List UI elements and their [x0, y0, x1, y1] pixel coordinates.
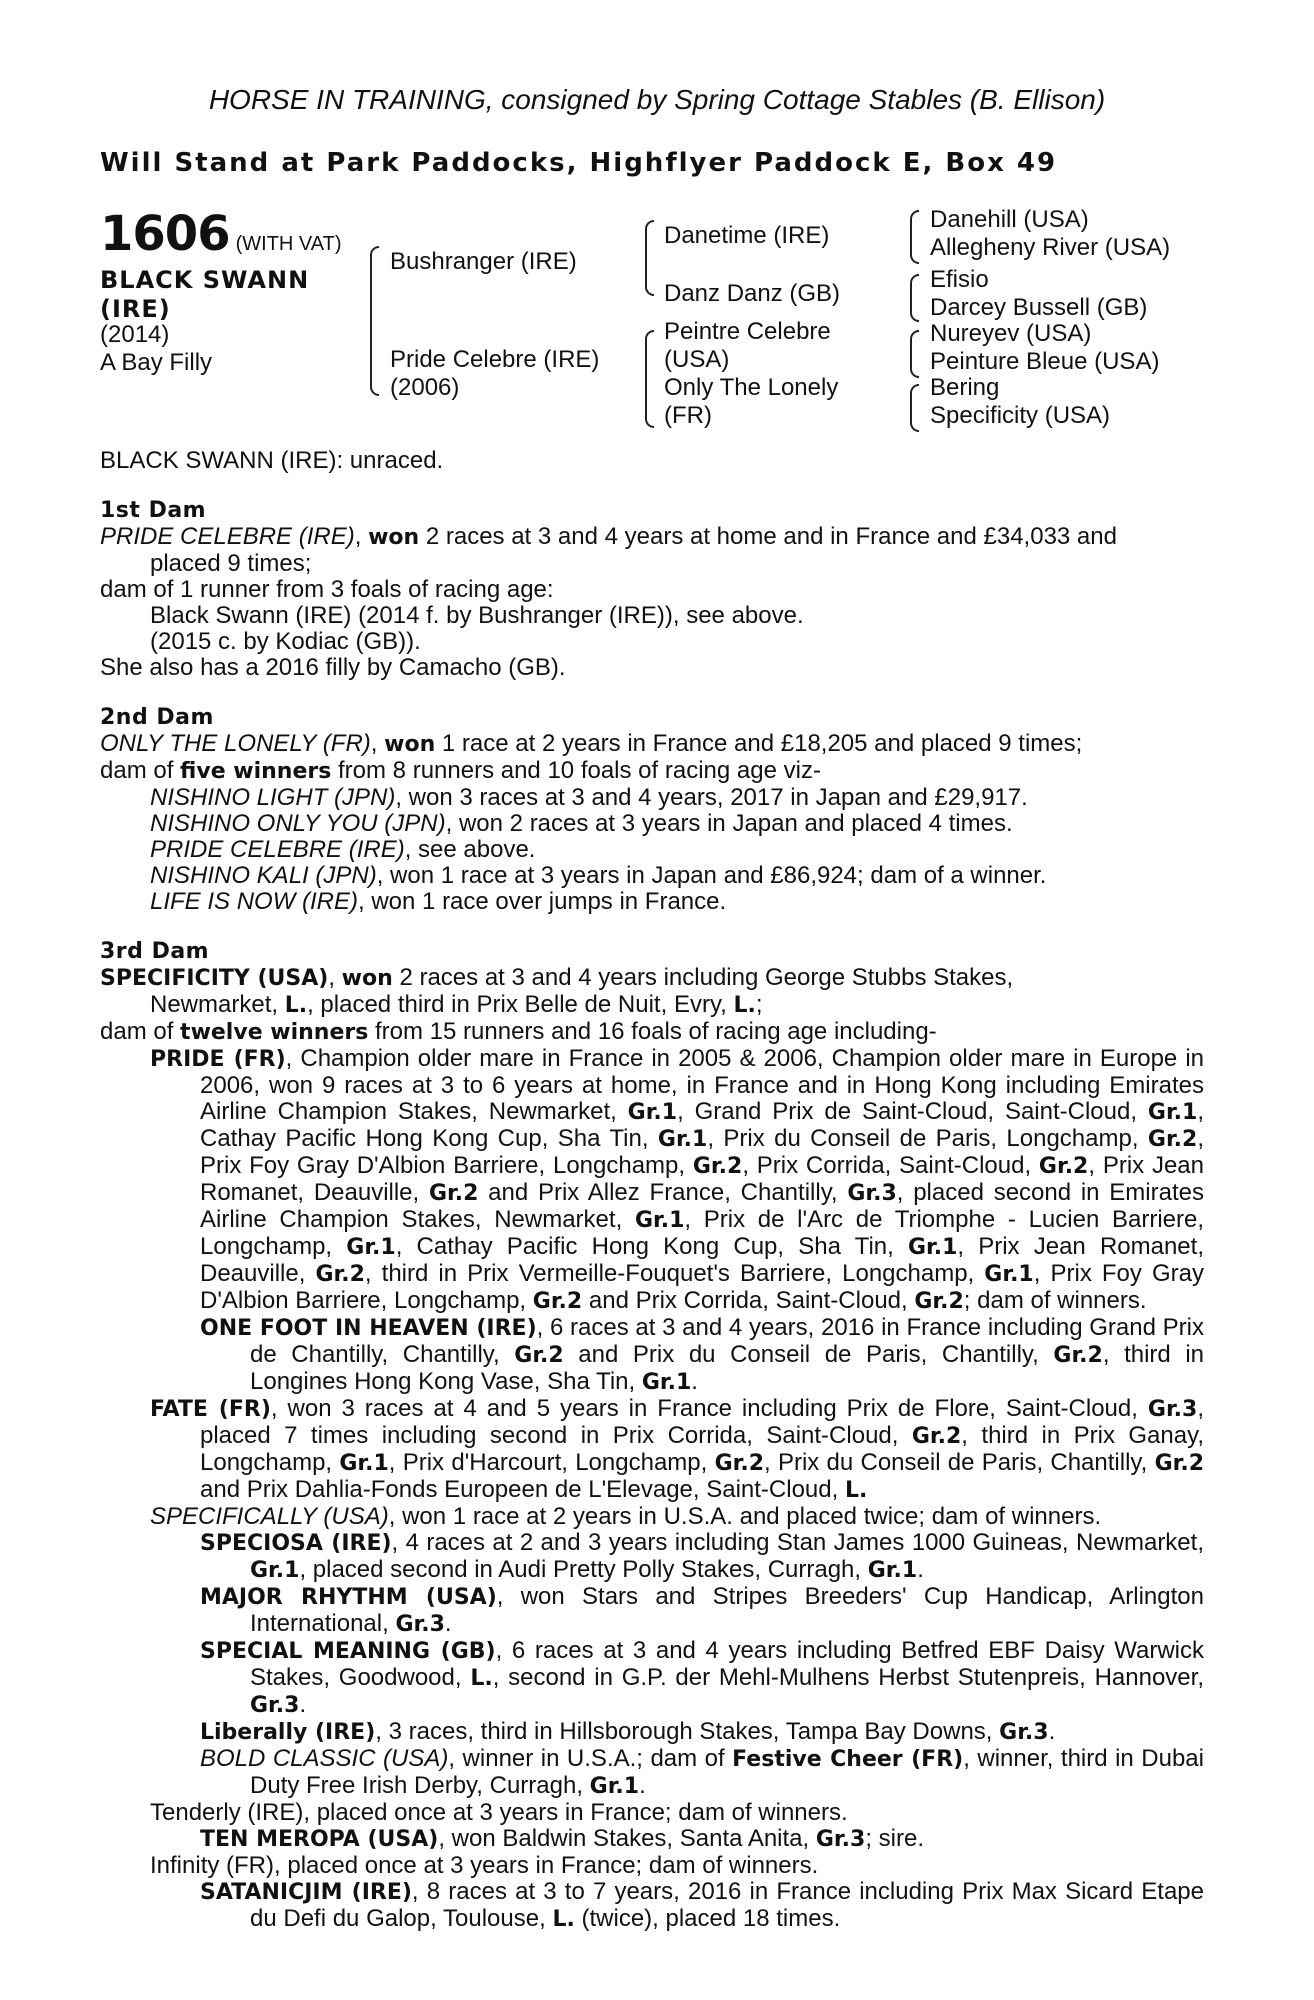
- progeny-name: LIFE IS NOW (IRE): [150, 888, 359, 915]
- progeny-name: ONE FOOT IN HEAVEN (IRE): [200, 1316, 537, 1341]
- progeny-item: Black Swann (IRE) (2014 f. by Bushranger (IRE)), see above.: [150, 602, 804, 629]
- progeny-name: BOLD CLASSIC (USA): [200, 1745, 449, 1772]
- progeny-item: [100, 785, 1204, 811]
- progeny-item: (2015 c. by Kodiac (GB)).: [150, 628, 421, 655]
- progeny-item: Infinity (FR), placed once at 3 years in France; dam of winners.: [150, 1852, 819, 1879]
- dam-text: [100, 1019, 1204, 1046]
- progeny-item: ONE FOOT IN HEAVEN (IRE), 6 races at 3 and 4 years, 2016 in France including Grand Prix de Chantilly, Chantilly, Gr.2 and Prix du Conseil de Paris, Chantilly, Gr.2, third in Longines Hong Kong Vase, Sha Tin, Gr.1.: [200, 1314, 1205, 1395]
- vat-note: (WITH VAT): [235, 233, 342, 255]
- dam-text: from 15 runners and 16 foals of racing age including-: [368, 1018, 937, 1045]
- progeny-name: NISHINO KALI (JPN): [150, 862, 377, 889]
- listed-label: L.: [470, 1666, 493, 1691]
- dam-summary: PRIDE CELEBRE (IRE), won 2 races at 3 and 4 years at home and in France and £34,033 and: [100, 523, 1117, 550]
- progeny-text: , see above.: [404, 836, 536, 863]
- progeny-name: SPECIOSA (IRE): [200, 1531, 392, 1556]
- winners-count: twelve winners: [180, 1020, 369, 1045]
- dam-name: ONLY THE LONELY (FR): [100, 730, 371, 757]
- progeny-name: MAJOR RHYTHM (USA): [200, 1585, 497, 1610]
- group-label: Gr.2: [914, 1289, 964, 1314]
- foaling-year: (2014): [100, 321, 170, 348]
- dam-text: [100, 992, 1204, 1019]
- pedigree-brace: [910, 274, 919, 322]
- progeny-item: PRIDE (FR), Champion older mare in France in 2005 & 2006, Champion older mare in Europe in 2006, won 9 races at 3 to 6 years at home, in France and in Hong Kong including Emirates Airline Champion Stakes, Newmarket, Gr.1, Grand Prix de Saint-Cloud, Saint-Cloud, Gr.1, Cathay Pacific Hong Kong Cup, Sha Tin, Gr.1, Prix du Conseil de Paris, Longchamp, Gr.2, Prix Foy Gray D'Albion Barriere, Longchamp, Gr.2, Prix Corrida, Saint-Cloud, Gr.2, Prix Jean Romanet, Deauville, Gr.2 and Prix Allez France, Chantilly, Gr.3, placed second in Emirates Airline Champion Stakes, Newmarket, Gr.1, Prix de l'Arc de Triomphe - Lucien Barriere, Longchamp, Gr.1, Cathay Pacific Hong Kong Cup, Sha Tin, Gr.1, Prix Jean Romanet, Deauville, Gr.2, third in Prix Vermeille-Fouquet's Barriere, Longchamp, Gr.1, Prix Foy Gray D'Albion Barriere, Longchamp, Gr.2 and Prix Corrida, Saint-Cloud, Gr.2; dam of winners.: [150, 1045, 1205, 1314]
- dam-summary: [100, 965, 1204, 992]
- progeny-text: , won 3 races at 3 and 4 years, 2017 in Japan and £29,917.: [395, 784, 1028, 811]
- dam-text: from 8 runners and 10 foals of racing age viz-: [331, 757, 821, 784]
- lot-number: 1606: [100, 206, 230, 262]
- group-label: Gr.3: [395, 1612, 445, 1637]
- pedigree-sire: Bushranger (IRE): [390, 248, 577, 275]
- won-label: won: [384, 732, 436, 757]
- pedigree-dam: Pride Celebre (IRE): [390, 346, 600, 373]
- pedigree-brace: [910, 330, 919, 378]
- progeny-item: [100, 889, 1204, 915]
- group-label: Gr.2: [1147, 1127, 1198, 1152]
- progeny-item: Liberally (IRE), 3 races, third in Hillsborough Stakes, Tampa Bay Downs, Gr.3.: [200, 1718, 1056, 1745]
- pedigree-dam-year: (2006): [390, 374, 460, 401]
- progeny-item: SPECIOSA (IRE), 4 races at 2 and 3 years including Stan James 1000 Guineas, Newmarket, Gr.1, placed second in Audi Pretty Polly Stakes, Curragh, Gr.1.: [200, 1529, 1204, 1583]
- dam-name: PRIDE CELEBRE (IRE): [100, 523, 355, 550]
- progeny-name: PRIDE CELEBRE (IRE): [150, 836, 405, 863]
- group-label: Gr.1: [641, 1370, 692, 1395]
- won-label: won: [341, 966, 393, 991]
- dam-text: dam of: [100, 1018, 181, 1045]
- progeny-item: FATE (FR), won 3 races at 4 and 5 years in France including Prix de Flore, Saint-Cloud, Gr.3, placed 7 times including second in Prix Corrida, Saint-Cloud, Gr.2, third in Prix Ganay, Longchamp, Gr.1, Prix d'Harcourt, Longchamp, Gr.2, Prix du Conseil de Paris, Chantilly, Gr.2 and Prix Dahlia-Fonds Europeen de L'Elevage, Saint-Cloud, L.: [150, 1395, 1204, 1503]
- pedigree-g3: Nureyev (USA): [930, 320, 1092, 347]
- pedigree-dam-sire-suffix: (USA): [664, 346, 730, 373]
- progeny-text: , won 1 race over jumps in France.: [358, 888, 727, 915]
- pedigree-brace: [645, 330, 654, 428]
- listed-label: L.: [733, 993, 756, 1018]
- pedigree-g3: Peinture Bleue (USA): [930, 348, 1160, 375]
- progeny-item: TEN MEROPA (USA), won Baldwin Stakes, Santa Anita, Gr.3; sire.: [200, 1825, 924, 1852]
- progeny-name: Festive Cheer (FR): [732, 1747, 964, 1772]
- lot-details: [100, 448, 1204, 1933]
- group-label: Gr.1: [250, 1558, 300, 1583]
- horse-name-line: BLACK SWANN: [100, 266, 310, 294]
- dam-text: 2 races at 3 and 4 years including George Stubbs Stakes,: [392, 964, 1014, 991]
- group-label: Gr.2: [692, 1154, 743, 1179]
- group-label: Gr.1: [657, 1127, 708, 1152]
- dam-text: ;: [755, 991, 763, 1018]
- dam-text: ,: [328, 964, 342, 991]
- group-label: Gr.2: [1053, 1343, 1103, 1368]
- pedigree-g3: Specificity (USA): [930, 402, 1111, 429]
- section-heading: 2nd Dam: [100, 705, 214, 730]
- lot-header: [100, 206, 342, 262]
- group-label: Gr.2: [1154, 1451, 1204, 1476]
- pedigree-g3: Danehill (USA): [930, 206, 1089, 233]
- second-dam-section: [100, 705, 1204, 915]
- third-dam-section: [100, 939, 1204, 1933]
- group-label: Gr.1: [907, 1235, 958, 1260]
- stand-location: Will Stand at Park Paddocks, Highflyer Paddock E, Box 49: [100, 148, 1058, 178]
- pedigree-dam-dam-suffix: (FR): [664, 402, 712, 429]
- section-heading: 1st Dam: [100, 498, 207, 523]
- progeny-name: Liberally (IRE): [200, 1720, 376, 1745]
- progeny-item: [100, 811, 1204, 837]
- dam-text: [100, 758, 1204, 785]
- progeny-text: , won 1 race at 3 years in Japan and £86,924; dam of a winner.: [376, 862, 1047, 889]
- pedigree-brace: [910, 210, 919, 264]
- progeny-item: BOLD CLASSIC (USA), winner in U.S.A.; dam of Festive Cheer (FR), winner, third in Dubai Duty Free Irish Derby, Curragh, Gr.1.: [200, 1745, 1204, 1799]
- pedigree-g3: Darcey Bussell (GB): [930, 294, 1148, 321]
- group-label: Gr.2: [714, 1451, 765, 1476]
- group-label: Gr.1: [984, 1262, 1034, 1287]
- progeny-name: NISHINO LIGHT (JPN): [150, 784, 396, 811]
- pedigree-dam-sire: Peintre Celebre: [664, 318, 831, 345]
- dam-text: dam of 1 runner from 3 foals of racing age:: [100, 576, 554, 603]
- dam-name: SPECIFICITY (USA): [100, 966, 329, 991]
- progeny-item: [100, 837, 1204, 863]
- group-label: Gr.1: [589, 1774, 640, 1799]
- horse-name-suffix: (IRE): [100, 295, 171, 323]
- group-label: Gr.3: [815, 1827, 866, 1852]
- dam-text: , placed third in Prix Belle de Nuit, Evry,: [307, 991, 734, 1018]
- group-label: Gr.3: [1147, 1397, 1198, 1422]
- group-label: Gr.3: [250, 1693, 300, 1718]
- progeny-name: PRIDE (FR): [150, 1047, 286, 1072]
- group-label: Gr.3: [847, 1181, 897, 1206]
- pedigree-g3: Efisio: [930, 266, 989, 293]
- pedigree-brace: [910, 384, 919, 432]
- dam-text: placed 9 times;: [150, 550, 312, 577]
- group-label: Gr.1: [339, 1451, 389, 1476]
- pedigree-g3: Allegheny River (USA): [930, 234, 1171, 261]
- progeny-item: SATANICJIM (IRE), 8 races at 3 to 7 years, 2016 in France including Prix Max Sicard Etape du Defi du Galop, Toulouse, L. (twice), placed 18 times.: [200, 1878, 1204, 1932]
- group-label: Gr.1: [867, 1558, 918, 1583]
- group-label: Gr.1: [627, 1100, 678, 1125]
- listed-label: L.: [844, 1478, 868, 1503]
- horse-description: A Bay Filly: [100, 349, 213, 376]
- group-label: Gr.2: [428, 1181, 479, 1206]
- group-label: Gr.2: [911, 1424, 962, 1449]
- group-label: Gr.3: [999, 1720, 1049, 1745]
- group-label: Gr.2: [315, 1262, 365, 1287]
- group-label: Gr.2: [532, 1289, 583, 1314]
- consignor-line: HORSE IN TRAINING, consigned by Spring Cottage Stables (B. Ellison): [208, 84, 1106, 115]
- progeny-name: TEN MEROPA (USA): [200, 1827, 439, 1852]
- progeny-item: Tenderly (IRE), placed once at 3 years in France; dam of winners.: [150, 1799, 848, 1826]
- progeny-name: SPECIAL MEANING (GB): [200, 1639, 496, 1664]
- section-heading: 3rd Dam: [100, 939, 210, 964]
- progeny-item: MAJOR RHYTHM (USA), won Stars and Stripes Breeders' Cup Handicap, Arlington International, Gr.3.: [200, 1583, 1204, 1637]
- progeny-item: SPECIFICALLY (USA), won 1 race at 2 years in U.S.A. and placed twice; dam of winners.: [150, 1503, 1102, 1530]
- horse-info: [100, 321, 212, 377]
- winners-count: five winners: [180, 759, 332, 784]
- pedigree-brace: [645, 220, 654, 296]
- progeny-item: [100, 863, 1204, 889]
- dam-text: 1 race at 2 years in France and £18,205 and placed 9 times;: [435, 730, 1083, 757]
- group-label: Gr.1: [1147, 1100, 1198, 1125]
- dam-text: She also has a 2016 filly by Camacho (GB).: [100, 654, 566, 681]
- progeny-name: NISHINO ONLY YOU (JPN): [150, 810, 446, 837]
- dam-text: dam of: [100, 757, 181, 784]
- pedigree-dam-dam: Only The Lonely: [664, 374, 839, 401]
- group-label: Gr.1: [346, 1235, 396, 1260]
- pedigree-sire-sire: Danetime (IRE): [664, 222, 830, 249]
- group-label: Gr.2: [514, 1343, 564, 1368]
- progeny-text: , won 2 races at 3 years in Japan and placed 4 times.: [445, 810, 1013, 837]
- horse-name: [100, 266, 340, 324]
- group-label: Gr.1: [634, 1208, 685, 1233]
- progeny-name: SPECIFICALLY (USA): [150, 1503, 389, 1530]
- dam-summary: ONLY THE LONELY (FR), won 1 race at 2 years in France and £18,205 and placed 9 times;: [100, 730, 1083, 757]
- listed-label: L.: [552, 1907, 575, 1932]
- listed-label: L.: [284, 993, 308, 1018]
- racing-record: BLACK SWANN (IRE): unraced.: [100, 447, 444, 474]
- progeny-item: SPECIAL MEANING (GB), 6 races at 3 and 4 years including Betfred EBF Daisy Warwick Stakes, Goodwood, L., second in G.P. der Mehl-Mulhens Herbst Stutenpreis, Hannover, Gr.3.: [200, 1637, 1204, 1718]
- pedigree-sire-dam: Danz Danz (GB): [664, 280, 841, 307]
- group-label: Gr.2: [1038, 1154, 1089, 1179]
- pedigree-g3: Bering: [930, 374, 1000, 401]
- progeny-name: FATE (FR): [150, 1397, 271, 1422]
- dam-text: Newmarket,: [150, 991, 285, 1018]
- won-label: won: [368, 525, 420, 550]
- progeny-name: SATANICJIM (IRE): [200, 1880, 412, 1905]
- first-dam-section: [100, 498, 1204, 681]
- dam-text: 2 races at 3 and 4 years at home and in France and £34,033 and: [419, 523, 1117, 550]
- pedigree-brace: [370, 246, 379, 396]
